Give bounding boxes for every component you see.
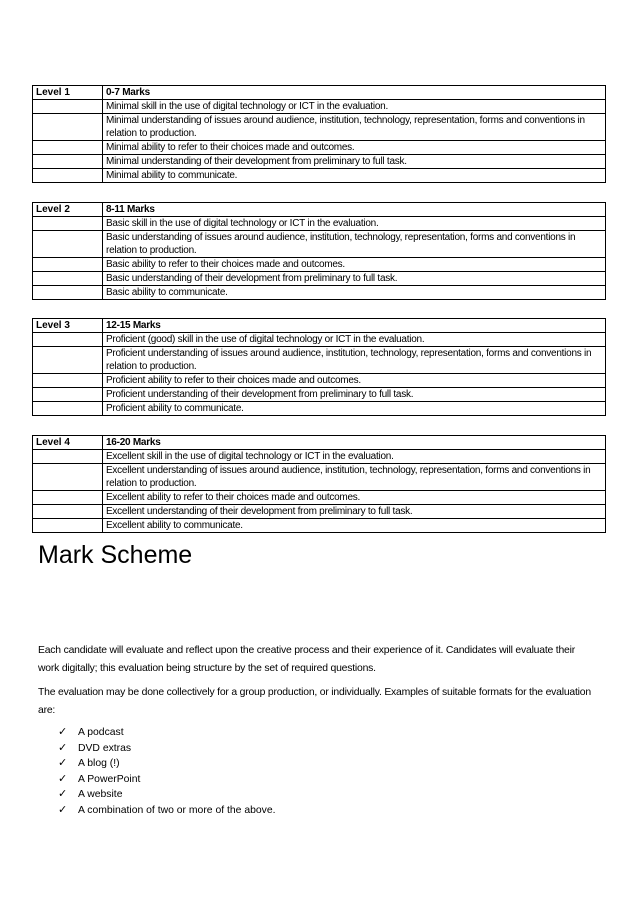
criterion: Proficient (good) skill in the use of digital technology or ICT in the evaluation.: [103, 333, 606, 347]
level-label: Level 4: [33, 436, 103, 450]
checkmark-icon: ✓: [58, 757, 68, 770]
table-row: [33, 491, 606, 505]
criterion: Excellent skill in the use of digital technology or ICT in the evaluation.: [103, 450, 606, 464]
level-3-table: [32, 318, 606, 416]
criterion: Proficient ability to communicate.: [103, 402, 606, 416]
criterion: Basic skill in the use of digital technology or ICT in the evaluation.: [103, 217, 606, 231]
checkmark-icon: ✓: [58, 788, 68, 801]
level-4-table: [32, 435, 606, 533]
table-row: [33, 231, 606, 258]
table-row: [33, 402, 606, 416]
table-row: [33, 450, 606, 464]
criterion: Proficient understanding of issues around audience, institution, technology, representation, forms and conventions in relation to production.: [103, 347, 606, 374]
table-row: [33, 86, 606, 100]
table-row: [33, 388, 606, 402]
intro-paragraph: Each candidate will evaluate and reflect upon the creative process and their experience of it. Candidates will evaluate their work digitally; this evaluation being structure by the set of required questions.: [38, 645, 576, 674]
list-item: ✓ A website: [58, 787, 276, 803]
criterion: Excellent ability to refer to their choices made and outcomes.: [103, 491, 606, 505]
criterion: Basic ability to refer to their choices made and outcomes.: [103, 258, 606, 272]
criterion: Basic understanding of issues around audience, institution, technology, representation, forms and conventions in relation to production.: [103, 231, 606, 258]
criterion: Minimal understanding of issues around audience, institution, technology, representation, forms and conventions in relation to production.: [103, 114, 606, 141]
criterion: Minimal understanding of their development from preliminary to full task.: [103, 155, 606, 169]
criterion: Basic understanding of their development from preliminary to full task.: [103, 272, 606, 286]
criterion: Excellent understanding of issues around audience, institution, technology, representation, forms and conventions in relation to production.: [103, 464, 606, 491]
table-row: [33, 286, 606, 300]
table-row: [33, 258, 606, 272]
criterion: Excellent ability to communicate.: [103, 519, 606, 533]
checkmark-icon: ✓: [58, 803, 68, 816]
level-1-table: [32, 85, 606, 183]
table-row: [33, 347, 606, 374]
table-row: [33, 464, 606, 491]
level-label: Level 3: [33, 319, 103, 333]
criterion: Excellent understanding of their development from preliminary to full task.: [103, 505, 606, 519]
page-title: Mark Scheme: [38, 541, 193, 569]
table-row: [33, 505, 606, 519]
checkmark-icon: ✓: [58, 772, 68, 785]
formats-list: [58, 725, 276, 819]
table-row: [33, 217, 606, 231]
formats-paragraph: The evaluation may be done collectively for a group production, or individually. Examples of suitable formats for the evaluation are:: [38, 687, 591, 716]
table-row: [33, 333, 606, 347]
table-row: [33, 203, 606, 217]
list-item: ✓ A PowerPoint: [58, 772, 276, 788]
table-row: [33, 519, 606, 533]
table-row: [33, 141, 606, 155]
list-item: ✓ DVD extras: [58, 741, 276, 757]
table-row: [33, 436, 606, 450]
marks-range: 0-7 Marks: [103, 86, 606, 100]
criterion: Minimal ability to communicate.: [103, 169, 606, 183]
table-row: [33, 100, 606, 114]
marks-range: 16-20 Marks: [103, 436, 606, 450]
table-row: [33, 319, 606, 333]
table-row: [33, 114, 606, 141]
list-item: ✓ A blog (!): [58, 756, 276, 772]
marks-range: 12-15 Marks: [103, 319, 606, 333]
list-item: ✓ A podcast: [58, 725, 276, 741]
list-item: ✓ A combination of two or more of the above.: [58, 803, 276, 819]
table-row: [33, 155, 606, 169]
checkmark-icon: ✓: [58, 741, 68, 754]
criterion: Proficient ability to refer to their choices made and outcomes.: [103, 374, 606, 388]
table-row: [33, 272, 606, 286]
level-2-table: [32, 202, 606, 300]
checkmark-icon: ✓: [58, 726, 68, 738]
level-label: Level 2: [33, 203, 103, 217]
criterion: Minimal ability to refer to their choices made and outcomes.: [103, 141, 606, 155]
criterion: Proficient understanding of their development from preliminary to full task.: [103, 388, 606, 402]
criterion: Basic ability to communicate.: [103, 286, 606, 300]
table-row: [33, 169, 606, 183]
criterion: Minimal skill in the use of digital technology or ICT in the evaluation.: [103, 100, 606, 114]
table-row: [33, 374, 606, 388]
marks-range: 8-11 Marks: [103, 203, 606, 217]
level-label: Level 1: [33, 86, 103, 100]
